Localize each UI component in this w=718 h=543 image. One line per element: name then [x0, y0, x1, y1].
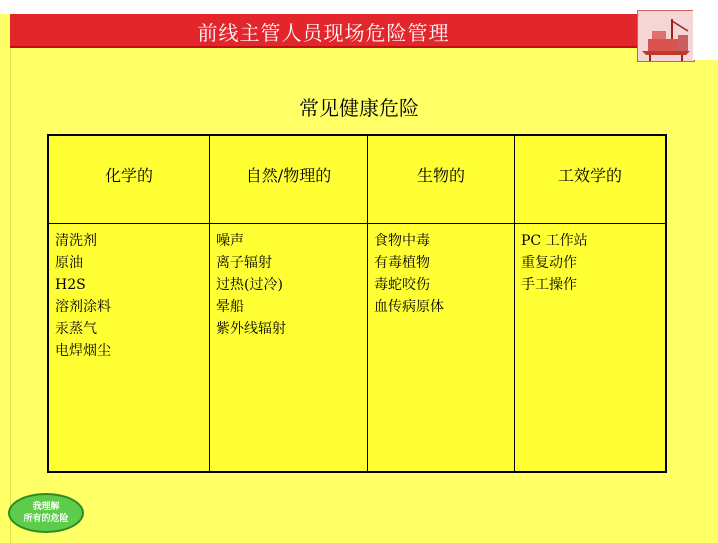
section-title: 常见健康危险 [299, 96, 419, 120]
list-item: 紫外线辐射 [216, 321, 286, 337]
column-ergonomic [515, 136, 665, 471]
column-items [55, 230, 111, 362]
list-item: 原油 [55, 255, 83, 271]
column-biological [368, 136, 515, 471]
list-item: 有毒植物 [374, 255, 430, 271]
offshore-platform-logo [637, 10, 695, 62]
list-item: 食物中毒 [374, 233, 430, 249]
right-margin [693, 10, 718, 60]
list-item: 晕船 [216, 299, 244, 315]
column-items [521, 230, 588, 296]
column-header: 化学的 [49, 136, 209, 224]
page-title: 前线主管人员现场危险管理 [197, 21, 450, 45]
badge-line-1: 我理解 [32, 502, 60, 512]
list-item: 清洗剂 [55, 233, 97, 249]
list-item: 电焊烟尘 [55, 343, 111, 359]
badge-line-2: 所有的危险 [23, 514, 69, 524]
list-item: 毒蛇咬伤 [374, 277, 430, 293]
list-item: 重复动作 [521, 255, 577, 271]
column-header: 工效学的 [515, 136, 665, 224]
title-bar [10, 14, 637, 48]
list-item: 离子辐射 [216, 255, 272, 271]
column-header: 自然/物理的 [210, 136, 367, 224]
list-item: 手工操作 [521, 277, 577, 293]
top-margin [0, 0, 718, 14]
list-item: 溶剂涂料 [55, 299, 111, 315]
understand-all-hazards-button[interactable] [8, 493, 84, 533]
list-item: 汞蒸气 [55, 321, 97, 337]
hazards-table [47, 134, 667, 473]
column-items [374, 230, 444, 318]
list-item: PC 工作站 [521, 233, 588, 249]
list-item: H2S [55, 277, 86, 293]
list-item: 过热(过冷) [216, 277, 283, 293]
column-chemical [49, 136, 210, 471]
column-header: 生物的 [368, 136, 514, 224]
column-items [216, 230, 286, 340]
column-physical [210, 136, 368, 471]
list-item: 噪声 [216, 233, 244, 249]
list-item: 血传病原体 [374, 299, 444, 315]
